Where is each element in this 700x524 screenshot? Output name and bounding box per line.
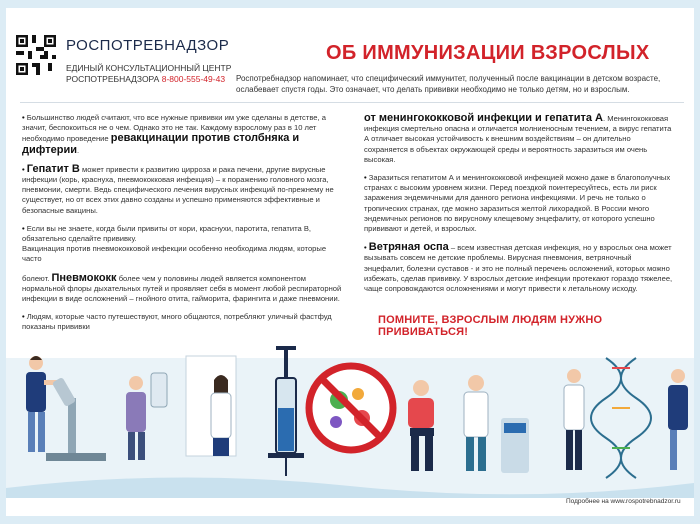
pneumococcus-heading: Пневмококк: [51, 271, 117, 284]
bullet: •: [22, 223, 27, 233]
paragraph-revaccination: [22, 113, 342, 156]
paragraph-meningococcal: [364, 113, 674, 165]
pneumococcus-pre: болеют.: [22, 273, 50, 283]
bullet: •: [22, 312, 27, 322]
bullet: •: [22, 164, 27, 174]
qr-code: [16, 35, 56, 75]
bullet: •: [364, 243, 369, 253]
paragraph-hepatitis-b: [22, 164, 342, 216]
paragraph-travel-risk: [364, 173, 674, 234]
medical-illustration: [6, 338, 694, 498]
hepatitis-b-heading: Гепатит В: [26, 162, 80, 175]
measles-text: Если вы не знаете, когда были привиты от кори, краснухи, паротита, гепатита В, обязательно сделайте прививку.: [22, 223, 312, 244]
center-name-line2-text: РОСПОТРЕБНАДЗОРА: [66, 74, 160, 84]
paragraph-measles: [22, 224, 342, 265]
poster: [6, 8, 694, 516]
travelers-text: Людям, которые часто путешествуют, много общаются, потребляют уличный фастфуд показаны прививки: [22, 312, 332, 332]
bullet: •: [22, 113, 27, 122]
revaccination-end: .: [76, 145, 80, 155]
footer-link[interactable]: Подробнее на www.rospotrebnadzor.ru: [566, 498, 681, 505]
intro-text: Роспотребнадзор напоминает, что специфический иммунитет, полученный после вакцинации в детском возрасте, ослабевает спустя годы. Это означает, что делать прививки необходимо не только детям, но и взрослым.: [236, 74, 661, 94]
pneumococcal-vaccination-text: Вакцинация против пневмококковой инфекции особенно необходима людям, которые часто: [22, 244, 327, 264]
bullet: •: [364, 173, 369, 183]
center-name-line2: [66, 74, 225, 84]
revaccination-text: Большинство людей считают, что все нужные прививки им уже сделаны в детстве, а значит, беспокоиться не о чем. Однако это не так. Каждому взрослому раз в 10 лет необходимо проведение: [22, 113, 326, 144]
org-name: РОСПОТРЕБНАДЗОР: [66, 37, 230, 54]
meningococcal-heading: от менингококковой инфекции и гепатита А: [364, 112, 603, 124]
paragraph-travelers: [22, 312, 342, 332]
call-to-action: ПОМНИТЕ, ВЗРОСЛЫМ ЛЮДЯМ НУЖНО ПРИВИВАТЬСЯ!: [378, 314, 603, 338]
hepatitis-b-text: может привести к развитию цирроза и рака печени, другие вирусные инфекции (корь, краснуха, пневмококковая инфекция) – к поражению головного мозга, пневмонии, смерти. Ведь специфического лечения вирусных инфекций по-прежнему не существует, но от всех этих давно созданы и успешно применяются эффективные и безопасные вакцины.: [22, 164, 334, 215]
right-column: [364, 113, 674, 302]
left-column: [22, 113, 342, 341]
travel-risk-text: Заразиться гепатитом А и менингококковой инфекцией можно даже в благополучных странах с высоким уровнем жизни. Перед поездкой поинтересуйтесь, есть ли риск заражения эндемичными для данного региона инфекциями. И речь не только о тропических странах, где можно заразиться желтой лихорадкой. В России много эндемичных регионов по вирусному клещевому энцефалиту, от которого успешно прививают и детей, и взрослых.: [364, 173, 671, 234]
hotline-phone: 8-800-555-49-43: [161, 74, 226, 84]
paragraph-chickenpox: [364, 242, 674, 294]
doctor-figure: [186, 356, 236, 456]
paragraph-pneumococcus: [22, 273, 342, 305]
chickenpox-text: – всем известная детская инфекция, но у взрослых она может вызывать совсем не детские проблемы. Вирусная пневмония, ветряночный энцефалит, болезни суставов - и это не полный перечень осложнений, которых можно избежать, сделав прививку. У взрослых детские инфекции протекают гораздо тяжелее, чаще сопровождаются осложнениями и могут привести к летальному исходу.: [364, 243, 673, 294]
chickenpox-heading: Ветряная оспа: [368, 241, 449, 254]
pneumococcus-text: более чем у половины людей является компонентом нормальной флоры дыхательных путей и проявляет себя в момент любой респираторной инфекции в виде осложнений – гнойного отита, гайморита, фарингита и даже пневмонии.: [22, 273, 342, 304]
divider: [20, 102, 684, 103]
page-title: ОБ ИММУНИЗАЦИИ ВЗРОСЛЫХ: [326, 42, 650, 64]
center-name-line1: ЕДИНЫЙ КОНСУЛЬТАЦИОННЫЙ ЦЕНТР: [66, 63, 232, 73]
meningococcal-text: . Менингококковая инфекция смертельно опасна и отличается молниеносным течением, а вирус гепатита А отличает высокая устойчивость к внешним воздействиям – он длительно сохраняется в объектах окружающей среды и вероятность заразиться им очень высокая.: [364, 114, 672, 164]
no-virus-icon: [309, 366, 393, 450]
revaccination-highlight: ревакцинации против столбняка и дифтерии: [22, 132, 300, 156]
